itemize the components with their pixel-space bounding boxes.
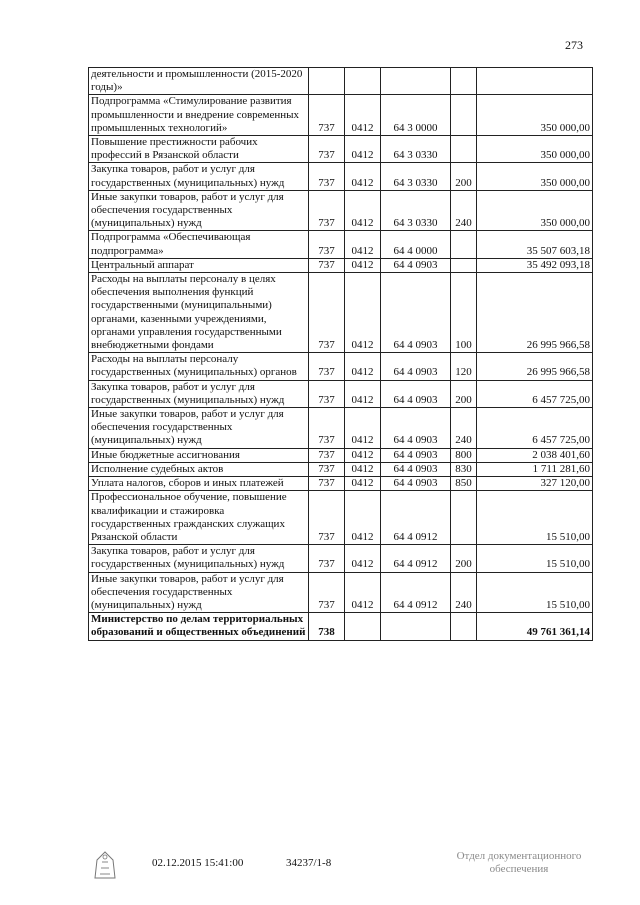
row-section-code: 0412 — [345, 545, 381, 572]
row-name: Повышение престижности рабочих профессий в Рязанской области — [89, 136, 309, 163]
row-name: Подпрограмма «Обеспечивающая подпрограмма» — [89, 231, 309, 258]
row-ministry-code: 737 — [309, 408, 345, 449]
row-target-code: 64 4 0000 — [381, 231, 451, 258]
row-target-code: 64 3 0330 — [381, 163, 451, 190]
row-name: Расходы на выплаты персоналу государственных (муниципальных) органов — [89, 353, 309, 380]
row-section-code: 0412 — [345, 448, 381, 462]
row-name: Закупка товаров, работ и услуг для государственных (муниципальных) нужд — [89, 545, 309, 572]
row-ministry-code: 737 — [309, 491, 345, 545]
row-name: Расходы на выплаты персоналу в целях обеспечения выполнения функций государственными (муниципальными) органами, казенными учреждениями, органами управления государственными внебюджетными фондами — [89, 273, 309, 353]
table-row — [89, 353, 593, 380]
table-row — [89, 190, 593, 231]
row-section-code: 0412 — [345, 491, 381, 545]
row-amount: 350 000,00 — [477, 136, 593, 163]
row-name: Иные закупки товаров, работ и услуг для обеспечения государственных (муниципальных) нужд — [89, 572, 309, 613]
table-row — [89, 572, 593, 613]
row-amount: 15 510,00 — [477, 545, 593, 572]
row-target-code: 64 4 0912 — [381, 545, 451, 572]
row-ministry-code: 737 — [309, 258, 345, 272]
row-target-code — [381, 68, 451, 95]
row-name: Подпрограмма «Стимулирование развития промышленности и внедрение современных промышленных технологий» — [89, 95, 309, 136]
row-ministry-code: 737 — [309, 380, 345, 407]
row-expense-type-code: 200 — [451, 380, 477, 407]
row-ministry-code: 737 — [309, 190, 345, 231]
row-target-code: 64 3 0000 — [381, 95, 451, 136]
row-section-code: 0412 — [345, 408, 381, 449]
row-expense-type-code: 800 — [451, 448, 477, 462]
row-ministry-code: 737 — [309, 163, 345, 190]
row-name: Закупка товаров, работ и услуг для государственных (муниципальных) нужд — [89, 163, 309, 190]
row-expense-type-code: 850 — [451, 477, 477, 491]
table-row — [89, 380, 593, 407]
row-name: Центральный аппарат — [89, 258, 309, 272]
row-target-code: 64 4 0903 — [381, 448, 451, 462]
row-amount: 26 995 966,58 — [477, 273, 593, 353]
footer-stamp-line2: обеспечения — [489, 863, 549, 875]
row-name: Иные закупки товаров, работ и услуг для обеспечения государственных (муниципальных) нужд — [89, 190, 309, 231]
row-amount: 350 000,00 — [477, 163, 593, 190]
row-section-code: 0412 — [345, 572, 381, 613]
row-name: Иные закупки товаров, работ и услуг для обеспечения государственных (муниципальных) нужд — [89, 408, 309, 449]
row-ministry-code: 737 — [309, 273, 345, 353]
row-amount: 15 510,00 — [477, 572, 593, 613]
table-row — [89, 477, 593, 491]
row-expense-type-code — [451, 231, 477, 258]
table-row — [89, 613, 593, 640]
row-amount: 1 711 281,60 — [477, 462, 593, 476]
row-ministry-code — [309, 68, 345, 95]
row-ministry-code: 737 — [309, 353, 345, 380]
row-ministry-code: 738 — [309, 613, 345, 640]
footer-stamp-line1: Отдел документационного — [456, 850, 582, 862]
row-amount — [477, 68, 593, 95]
table-row — [89, 491, 593, 545]
table-row — [89, 258, 593, 272]
row-section-code: 0412 — [345, 380, 381, 407]
row-expense-type-code — [451, 613, 477, 640]
table-row — [89, 95, 593, 136]
table-row — [89, 136, 593, 163]
table-row — [89, 163, 593, 190]
row-amount: 6 457 725,00 — [477, 380, 593, 407]
row-expense-type-code — [451, 95, 477, 136]
row-amount: 49 761 361,14 — [477, 613, 593, 640]
row-target-code: 64 4 0903 — [381, 380, 451, 407]
table-row — [89, 408, 593, 449]
row-expense-type-code: 830 — [451, 462, 477, 476]
footer-stamp — [445, 850, 593, 876]
table-row — [89, 545, 593, 572]
row-target-code: 64 4 0903 — [381, 408, 451, 449]
row-ministry-code: 737 — [309, 477, 345, 491]
row-ministry-code: 737 — [309, 95, 345, 136]
table-row — [89, 273, 593, 353]
row-ministry-code: 737 — [309, 572, 345, 613]
row-section-code: 0412 — [345, 163, 381, 190]
row-expense-type-code: 240 — [451, 190, 477, 231]
row-amount: 26 995 966,58 — [477, 353, 593, 380]
row-section-code: 0412 — [345, 353, 381, 380]
row-section-code: 0412 — [345, 462, 381, 476]
row-target-code: 64 4 0903 — [381, 353, 451, 380]
row-ministry-code: 737 — [309, 231, 345, 258]
row-expense-type-code — [451, 491, 477, 545]
table-row — [89, 448, 593, 462]
row-amount: 350 000,00 — [477, 95, 593, 136]
row-target-code: 64 3 0330 — [381, 136, 451, 163]
row-target-code: 64 4 0903 — [381, 258, 451, 272]
table-row — [89, 231, 593, 258]
row-name: Профессиональное обучение, повышение квалификации и стажировка государственных гражданских служащих Рязанской области — [89, 491, 309, 545]
row-expense-type-code — [451, 68, 477, 95]
row-ministry-code: 737 — [309, 545, 345, 572]
row-name: Закупка товаров, работ и услуг для государственных (муниципальных) нужд — [89, 380, 309, 407]
row-expense-type-code: 240 — [451, 408, 477, 449]
row-section-code — [345, 68, 381, 95]
row-ministry-code: 737 — [309, 462, 345, 476]
row-name: Министерство по делам территориальных образований и общественных объединений — [89, 613, 309, 640]
row-expense-type-code: 120 — [451, 353, 477, 380]
row-section-code: 0412 — [345, 136, 381, 163]
row-target-code: 64 4 0903 — [381, 273, 451, 353]
table-row — [89, 462, 593, 476]
row-section-code: 0412 — [345, 258, 381, 272]
row-name: деятельности и промышленности (2015-2020 годы)» — [89, 68, 309, 95]
row-name: Иные бюджетные ассигнования — [89, 448, 309, 462]
row-amount: 35 507 603,18 — [477, 231, 593, 258]
row-expense-type-code — [451, 136, 477, 163]
footer-datetime: 02.12.2015 15:41:00 — [152, 857, 244, 869]
row-expense-type-code: 200 — [451, 545, 477, 572]
footer-doc-code: 34237/1-8 — [286, 857, 332, 869]
row-section-code: 0412 — [345, 477, 381, 491]
row-ministry-code: 737 — [309, 136, 345, 163]
row-amount: 350 000,00 — [477, 190, 593, 231]
row-amount: 6 457 725,00 — [477, 408, 593, 449]
row-name: Уплата налогов, сборов и иных платежей — [89, 477, 309, 491]
coat-of-arms-icon — [92, 848, 118, 882]
row-expense-type-code: 100 — [451, 273, 477, 353]
row-ministry-code: 737 — [309, 448, 345, 462]
row-section-code: 0412 — [345, 231, 381, 258]
row-target-code: 64 4 0912 — [381, 491, 451, 545]
budget-table-body — [89, 68, 593, 641]
row-expense-type-code: 200 — [451, 163, 477, 190]
row-amount: 35 492 093,18 — [477, 258, 593, 272]
row-name: Исполнение судебных актов — [89, 462, 309, 476]
row-section-code: 0412 — [345, 95, 381, 136]
row-target-code: 64 4 0903 — [381, 477, 451, 491]
row-target-code: 64 4 0903 — [381, 462, 451, 476]
row-section-code: 0412 — [345, 273, 381, 353]
row-section-code: 0412 — [345, 190, 381, 231]
row-target-code — [381, 613, 451, 640]
row-amount: 2 038 401,60 — [477, 448, 593, 462]
page-number: 273 — [565, 38, 583, 52]
row-target-code: 64 3 0330 — [381, 190, 451, 231]
row-target-code: 64 4 0912 — [381, 572, 451, 613]
row-amount: 15 510,00 — [477, 491, 593, 545]
row-expense-type-code: 240 — [451, 572, 477, 613]
table-row — [89, 68, 593, 95]
row-section-code — [345, 613, 381, 640]
row-expense-type-code — [451, 258, 477, 272]
budget-table — [88, 67, 593, 641]
row-amount: 327 120,00 — [477, 477, 593, 491]
